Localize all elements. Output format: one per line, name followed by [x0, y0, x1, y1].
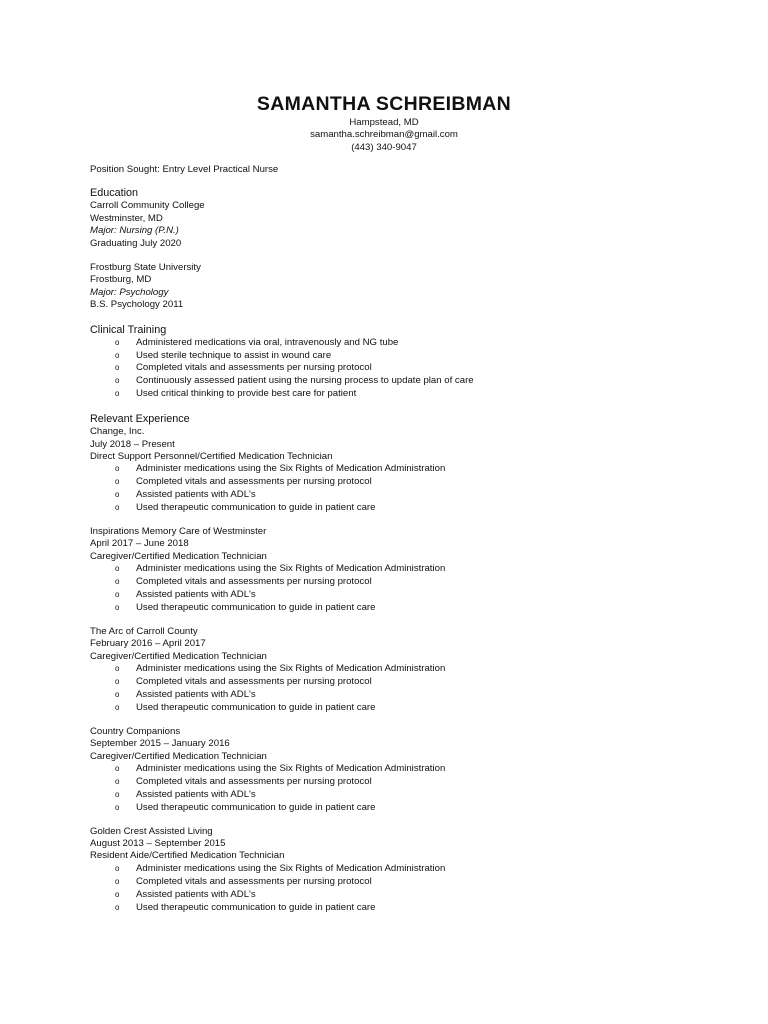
bullet-text: Administer medications using the Six Rights of Medication Administration: [136, 663, 446, 675]
bullet-text: Used critical thinking to provide best care for patient: [136, 388, 357, 400]
bullet-circle-icon: o: [115, 477, 120, 487]
list-item: [90, 463, 690, 476]
list-item: [90, 663, 690, 676]
bullet-text: Administer medications using the Six Rights of Medication Administration: [136, 463, 446, 475]
school-major: Major: Nursing (P.N.): [90, 225, 179, 237]
bullet-circle-icon: o: [115, 889, 120, 899]
school-name: Frostburg State University: [90, 262, 201, 274]
bullet-circle-icon: o: [115, 602, 120, 612]
list-item: [90, 337, 690, 350]
list-item: [90, 902, 690, 915]
bullet-circle-icon: o: [115, 503, 120, 513]
education-section: [90, 187, 690, 311]
job-dates: April 2017 – June 2018: [90, 538, 189, 550]
resume-header: [0, 92, 768, 154]
list-item: [90, 676, 690, 689]
bullet-text: Assisted patients with ADL's: [136, 888, 256, 900]
job-employer: Golden Crest Assisted Living: [90, 825, 213, 837]
bullet-text: Completed vitals and assessments per nursing protocol: [136, 775, 372, 787]
school-major: Major: Psychology: [90, 286, 169, 298]
bullet-circle-icon: o: [115, 789, 120, 799]
list-item: [90, 876, 690, 889]
list-item: [90, 763, 690, 776]
job-employer: Country Companions: [90, 725, 181, 737]
bullet-circle-icon: o: [115, 577, 120, 587]
education-entry: [90, 262, 690, 312]
list-item: [90, 476, 690, 489]
bullet-circle-icon: o: [115, 863, 120, 873]
bullet-circle-icon: o: [115, 677, 120, 686]
list-item: [90, 689, 690, 702]
resume-body: [90, 164, 690, 914]
bullet-circle-icon: o: [115, 763, 120, 773]
clinical-bullet-list: [90, 337, 690, 402]
school-location: Westminster, MD: [90, 212, 163, 224]
experience-section: [90, 413, 690, 914]
school-detail: B.S. Psychology 2011: [90, 299, 184, 311]
job-entry: [90, 626, 690, 715]
job-role: Resident Aide/Certified Medication Technician: [90, 850, 285, 862]
bullet-text: Used therapeutic communication to guide in patient care: [136, 502, 376, 514]
bullet-circle-icon: o: [115, 776, 120, 786]
job-entry: [90, 526, 690, 615]
job-entry: [90, 726, 690, 815]
bullet-circle-icon: o: [115, 902, 120, 912]
school-detail: Graduating July 2020: [90, 237, 182, 249]
job-dates: February 2016 – April 2017: [90, 638, 206, 650]
job-entry: [90, 426, 690, 515]
list-item: [90, 576, 690, 589]
list-item: [90, 362, 690, 375]
list-item: [90, 502, 690, 515]
list-item: [90, 388, 690, 401]
job-dates: August 2013 – September 2015: [90, 837, 226, 849]
list-item: [90, 776, 690, 789]
bullet-text: Used therapeutic communication to guide in patient care: [136, 801, 376, 813]
bullet-text: Completed vitals and assessments per nursing protocol: [136, 676, 372, 687]
position-sought: Position Sought: Entry Level Practical Nurse: [90, 164, 279, 175]
job-dates: September 2015 – January 2016: [90, 738, 230, 750]
bullet-circle-icon: o: [115, 363, 120, 373]
list-item: [90, 889, 690, 902]
bullet-circle-icon: o: [115, 490, 120, 500]
bullet-text: Used sterile technique to assist in wound care: [136, 349, 332, 361]
list-item: [90, 563, 690, 576]
job-bullet-list: [90, 763, 690, 815]
bullet-text: Completed vitals and assessments per nursing protocol: [136, 476, 372, 488]
job-role: Caregiver/Certified Medication Technician: [90, 750, 267, 762]
job-employer: The Arc of Carroll County: [90, 625, 198, 637]
bullet-text: Used therapeutic communication to guide in patient care: [136, 901, 376, 913]
bullet-circle-icon: o: [115, 337, 120, 347]
list-item: [90, 350, 690, 363]
job-entry: [90, 826, 690, 915]
applicant-name: SAMANTHA SCHREIBMAN: [256, 93, 512, 115]
bullet-text: Continuously assessed patient using the nursing process to update plan of care: [136, 375, 474, 387]
school-location: Frostburg, MD: [90, 274, 152, 286]
bullet-circle-icon: o: [115, 389, 120, 399]
bullet-text: Administer medications using the Six Rights of Medication Administration: [136, 563, 446, 575]
job-bullet-list: [90, 863, 690, 915]
job-dates: July 2018 – Present: [90, 438, 175, 450]
job-employer: Change, Inc.: [90, 426, 145, 438]
bullet-circle-icon: o: [115, 376, 120, 386]
job-role: Caregiver/Certified Medication Technician: [90, 650, 267, 662]
list-item: [90, 489, 690, 502]
applicant-phone: (443) 340-9047: [351, 141, 417, 153]
bullet-text: Assisted patients with ADL's: [136, 688, 256, 700]
list-item: [90, 789, 690, 802]
bullet-circle-icon: o: [115, 590, 120, 600]
section-title-experience: Relevant Experience: [90, 413, 190, 426]
education-entry: [90, 200, 690, 250]
bullet-text: Completed vitals and assessments per nursing protocol: [136, 576, 372, 588]
bullet-circle-icon: o: [115, 876, 120, 886]
bullet-text: Used therapeutic communication to guide in patient care: [136, 601, 376, 613]
clinical-section: [90, 324, 690, 402]
list-item: [90, 602, 690, 615]
job-employer: Inspirations Memory Care of Westminster: [90, 526, 267, 538]
bullet-circle-icon: o: [115, 564, 120, 574]
job-bullet-list: [90, 663, 690, 715]
job-role: Caregiver/Certified Medication Technician: [90, 550, 267, 562]
list-item: [90, 589, 690, 602]
bullet-circle-icon: o: [115, 702, 120, 712]
bullet-text: Administer medications using the Six Rights of Medication Administration: [136, 862, 446, 874]
bullet-text: Administered medications via oral, intravenously and NG tube: [136, 336, 399, 348]
list-item: [90, 802, 690, 815]
bullet-text: Completed vitals and assessments per nursing protocol: [136, 875, 372, 887]
bullet-text: Completed vitals and assessments per nursing protocol: [136, 362, 372, 374]
list-item: [90, 702, 690, 715]
job-bullet-list: [90, 563, 690, 615]
bullet-text: Used therapeutic communication to guide in patient care: [136, 701, 376, 713]
bullet-text: Administer medications using the Six Rights of Medication Administration: [136, 762, 446, 774]
bullet-text: Assisted patients with ADL's: [136, 489, 256, 501]
section-title-clinical: Clinical Training: [90, 323, 167, 336]
job-role: Direct Support Personnel/Certified Medication Technician: [90, 451, 333, 462]
bullet-circle-icon: o: [115, 350, 120, 360]
applicant-location: Hampstead, MD: [349, 117, 419, 128]
bullet-text: Assisted patients with ADL's: [136, 589, 256, 601]
bullet-circle-icon: o: [115, 464, 120, 474]
applicant-email: samantha.schreibman@gmail.com: [310, 129, 458, 141]
bullet-circle-icon: o: [115, 689, 120, 699]
bullet-circle-icon: o: [115, 802, 120, 812]
bullet-text: Assisted patients with ADL's: [136, 788, 256, 800]
job-bullet-list: [90, 463, 690, 515]
list-item: [90, 375, 690, 388]
school-name: Carroll Community College: [90, 200, 205, 212]
bullet-circle-icon: o: [115, 664, 120, 674]
list-item: [90, 863, 690, 876]
section-title-education: Education: [90, 187, 139, 200]
